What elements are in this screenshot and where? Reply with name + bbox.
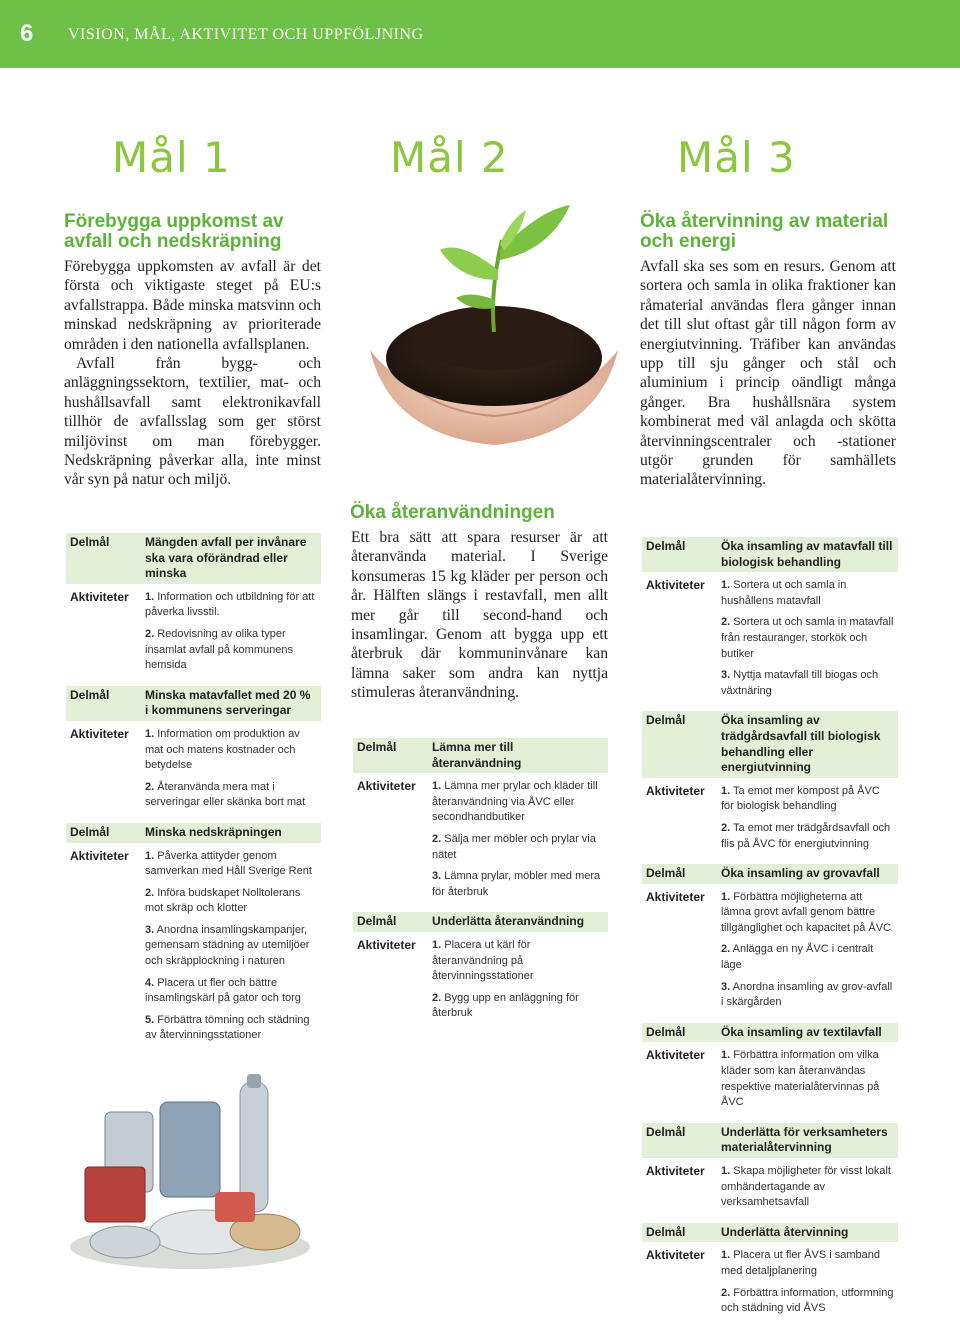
activity-item <box>145 627 317 674</box>
activity-number: 1. <box>721 1049 731 1062</box>
activity-item <box>145 886 317 917</box>
activity-item <box>721 821 894 852</box>
delmal-label: Delmål <box>646 866 686 881</box>
delmal-row <box>642 1123 898 1158</box>
goal-1-table <box>66 533 321 1056</box>
activities-list <box>721 578 894 705</box>
activity-number: 5. <box>145 1013 155 1026</box>
activities-list <box>145 727 317 817</box>
activities-row <box>642 1164 898 1217</box>
activities-label: Aktiviteter <box>70 589 129 604</box>
delmal-row <box>642 1023 898 1043</box>
activities-label: Aktiviteter <box>70 726 129 741</box>
activity-number: 2. <box>721 821 731 834</box>
activities-label: Aktiviteter <box>646 578 705 593</box>
activity-item <box>432 832 604 863</box>
activity-text: Anordna insamlingskampanjer, gemensam städning av utemiljöer och skräpplockning i naturen <box>145 923 310 968</box>
activity-number: 1. <box>432 938 442 951</box>
delmal-label: Delmål <box>646 1124 686 1139</box>
delmal-row <box>353 738 608 773</box>
activity-item <box>721 615 894 662</box>
activity-number: 1. <box>145 849 155 862</box>
activity-item <box>721 1048 894 1110</box>
delmal-label: Delmål <box>646 1024 686 1039</box>
activity-item <box>145 849 317 880</box>
activity-text: Återanvända mera mat i serveringar eller skänka bort mat <box>145 780 306 809</box>
delmal-label: Delmål <box>357 914 397 929</box>
activity-item <box>721 890 894 937</box>
activity-item <box>432 779 604 826</box>
activity-text: Information om produktion av mat och matens kostnader och betydelse <box>145 727 300 772</box>
activity-item <box>432 991 604 1022</box>
activity-text: Påverka attityder genom samverkan med Håll Sverige Rent <box>145 849 312 878</box>
activity-text: Sälja mer möbler och prylar via nätet <box>432 832 596 861</box>
activity-text: Placera ut fler och bättre insamlingskärl på gator och torg <box>145 976 301 1005</box>
activity-text: Förbättra information om vilka kläder som kan återanvändas respektive materialåtervinnas på ÅVC <box>721 1049 880 1109</box>
activities-list <box>721 1048 894 1116</box>
activity-number: 3. <box>721 669 731 682</box>
activity-item <box>145 1013 317 1044</box>
recyclable-waste-photo <box>65 1072 315 1272</box>
activity-number: 2. <box>145 780 155 793</box>
activity-item <box>721 980 894 1011</box>
activity-text: Ta emot mer kompost på ÅVC för biologisk behandling <box>721 784 880 813</box>
delmal-text: Lämna mer till återanvändning <box>432 740 522 770</box>
delmal-text: Mängden avfall per invånare ska vara oförändrad eller minska <box>145 535 307 581</box>
activity-text: Lämna prylar, möbler med mera för återbruk <box>432 870 601 898</box>
goal-3-body <box>640 257 896 490</box>
delmal-label: Delmål <box>70 687 110 702</box>
delmal-text: Minska nedskräpningen <box>145 824 282 839</box>
hands-with-seedling-photo <box>360 210 628 458</box>
activity-item <box>721 942 894 973</box>
goal-2-paragraph: Ett bra sätt att spara resurser är att återanvända material. I Sverige konsumeras 15 kg kläder per person och år. Hälften slängs i restavfall, men allt mer går till second-hand och insamlingar. Genom att bygga upp ett återbruk där kommuninvånare kan lämna saker som andra kan nyttja stimuleras återanvändning. <box>351 529 608 702</box>
activity-text: Placera ut kärl för återanvändning på återvinningsstationer <box>432 938 534 983</box>
activity-text: Införa budskapet Nolltolerans mot skräp och klotter <box>145 886 301 915</box>
activities-row <box>642 784 898 858</box>
activity-number: 2. <box>145 627 155 640</box>
activity-number: 1. <box>145 590 155 603</box>
activity-number: 1. <box>721 1165 731 1177</box>
activity-number: 3. <box>721 980 731 993</box>
activities-row <box>66 849 321 1051</box>
page-number: 6 <box>20 20 34 47</box>
activities-row <box>642 1248 898 1322</box>
activities-list <box>432 938 604 1028</box>
activity-item <box>145 590 317 621</box>
activities-list <box>145 849 317 1051</box>
goal-3-heading: Mål 3 <box>677 133 796 182</box>
goal-1-paragraph: Förebygga uppkomsten av avfall är det första och viktigaste steget på EU:s avfallstrappa. Både minska matsvinn och minskad nedskräpning av prioriterade områden i den nationella avfallsplanen. <box>64 258 321 353</box>
goal-1-heading: Mål 1 <box>112 133 231 182</box>
activities-row <box>642 890 898 1017</box>
activity-item <box>145 780 317 811</box>
activity-number: 2. <box>432 991 442 1004</box>
activities-list <box>145 590 317 680</box>
activity-number: 1. <box>721 784 731 797</box>
activity-number: 3. <box>432 870 442 883</box>
activity-number: 2. <box>145 886 155 899</box>
goal-1-paragraph: Avfall från bygg- och anläggningssektorn, textilier, mat- och hushållsavfall samt elektronikavfall tillhör de avfallsslag som ger störst miljövinst om man förebygger. Nedskräpning påverkar alla, inte minst vår syn på natur och miljö. <box>64 355 321 489</box>
delmal-label: Delmål <box>646 713 686 728</box>
activity-text: Lämna mer prylar och kläder till återanvändning via ÅVC eller secondhandbutiker <box>432 780 598 824</box>
activities-list <box>721 784 894 858</box>
activity-text: Sortera ut och samla in matavfall från restauranger, storkök och butiker <box>721 616 894 660</box>
delmal-label: Delmål <box>357 740 397 754</box>
delmal-row <box>642 1223 898 1243</box>
activities-row <box>353 779 608 906</box>
delmal-row <box>66 686 321 721</box>
activity-number: 3. <box>145 923 155 936</box>
activity-number: 1. <box>721 579 731 592</box>
delmal-text: Underlätta för verksamheters materialåtervinning <box>721 1124 888 1155</box>
activity-text: Förbättra information, utformning och städning vid ÅVS <box>721 1286 894 1315</box>
activity-item <box>721 784 894 815</box>
activity-item <box>721 668 894 699</box>
activities-label: Aktiviteter <box>646 783 705 798</box>
activity-text: Information och utbildning för att påverka livsstil. <box>145 590 315 619</box>
activity-text: Nyttja matavfall till biogas och växtnäring <box>721 669 879 697</box>
activity-item <box>145 976 317 1007</box>
activity-item <box>721 578 894 609</box>
activity-text: Anlägga en ny ÅVC i centralt läge <box>721 943 874 972</box>
goal-2-title: Öka återanvändningen <box>350 502 555 523</box>
delmal-text: Underlätta återanvändning <box>432 914 585 929</box>
goal-2-table <box>353 738 608 1034</box>
activity-text: Placera ut fler ÅVS i samband med detaljplanering <box>721 1249 880 1277</box>
goal-2-heading: Mål 2 <box>390 133 509 182</box>
delmal-label: Delmål <box>646 1224 686 1239</box>
activity-item <box>432 869 604 900</box>
activity-item <box>145 727 317 774</box>
goal-3-paragraph: Avfall ska ses som en resurs. Genom att sortera och samla in olika fraktioner kan råmaterial användas flera gånger innan det till slut oftast går till någon form av energiutvinning. Träfiber kan användas upp till sju gånger och stål och aluminium i princip oändligt många gånger. Bra hushållsnära system kombinerat med väl anlagda och skötta återvinningscentraler och -stationer utgör grunden för samhällets materialåtervinning. <box>640 258 896 489</box>
delmal-row <box>642 537 898 572</box>
header-title: VISION, MÅL, AKTIVITET OCH UPPFÖLJNING <box>68 26 424 43</box>
activity-number: 2. <box>721 1286 731 1299</box>
activity-number: 2. <box>432 832 442 845</box>
activities-list <box>721 890 894 1017</box>
delmal-text: Underlätta återvinning <box>721 1224 849 1239</box>
delmal-text: Öka insamling av grovavfall <box>721 866 880 881</box>
activity-text: Bygg upp en anläggning för återbruk <box>432 991 579 1020</box>
delmal-label: Delmål <box>70 535 110 549</box>
delmal-row <box>642 711 898 777</box>
delmal-text: Öka insamling av textilavfall <box>721 1024 882 1039</box>
activities-row <box>642 578 898 705</box>
activities-row <box>353 938 608 1028</box>
delmal-row <box>642 864 898 884</box>
activity-number: 2. <box>721 616 731 629</box>
activity-number: 2. <box>721 943 731 956</box>
activities-label: Aktiviteter <box>70 848 129 863</box>
activities-row <box>66 727 321 817</box>
delmal-row <box>66 823 321 843</box>
activity-text: Redovisning av olika typer insamlat avfall på kommunens hemsida <box>145 627 293 672</box>
activities-label: Aktiviteter <box>646 1164 705 1178</box>
delmal-text: Minska matavfallet med 20 % i kommunens serveringar <box>145 687 311 718</box>
delmal-row <box>66 533 321 584</box>
goal-2-body <box>351 528 608 703</box>
activities-label: Aktiviteter <box>357 779 416 794</box>
activities-list <box>721 1164 894 1217</box>
goal-1-title: Förebygga uppkomst av avfall och nedskräpning <box>64 211 284 252</box>
activities-row <box>642 1048 898 1116</box>
activities-list <box>432 779 604 906</box>
activity-number: 1. <box>721 1249 731 1262</box>
delmal-label: Delmål <box>646 539 686 553</box>
goal-3-table <box>642 537 898 1329</box>
delmal-text: Öka insamling av trädgårdsavfall till biologisk behandling eller energiutvinning <box>721 713 881 775</box>
activities-label: Aktiviteter <box>646 1248 705 1263</box>
delmal-label: Delmål <box>70 824 110 839</box>
goal-1-body <box>64 257 321 490</box>
goal-3-title: Öka återvinning av material och energi <box>640 211 889 252</box>
activity-text: Sortera ut och samla in hushållens matavfall <box>721 579 847 607</box>
activity-text: Ta emot mer trädgårdsavfall och flis på ÅVC för energiutvinning <box>721 821 891 850</box>
activity-item <box>721 1248 894 1279</box>
activity-text: Förbättra tömning och städning av återvinningsstationer <box>145 1013 310 1042</box>
activities-label: Aktiviteter <box>646 1048 705 1063</box>
activity-number: 1. <box>432 780 442 793</box>
activity-item <box>721 1286 894 1317</box>
activity-text: Skapa möjligheter för visst lokalt omhändertagande av verksamhetsavfall <box>721 1165 891 1209</box>
activity-number: 1. <box>145 727 155 740</box>
activity-item <box>432 938 604 985</box>
activity-number: 4. <box>145 976 155 989</box>
activities-label: Aktiviteter <box>646 889 705 904</box>
header-bar <box>0 0 960 68</box>
activity-item <box>721 1164 894 1211</box>
activity-number: 1. <box>721 890 731 903</box>
activities-row <box>66 590 321 680</box>
activities-list <box>721 1248 894 1322</box>
activity-item <box>145 923 317 970</box>
activities-label: Aktiviteter <box>357 937 416 952</box>
delmal-text: Öka insamling av matavfall till biologisk behandling <box>721 539 893 569</box>
activity-text: Förbättra möjligheterna att lämna grovt avfall genom bättre tillgänglighet och kapacitet på ÅVC <box>721 890 891 934</box>
delmal-row <box>353 912 608 932</box>
activity-text: Anordna insamling av grov-avfall i skärgården <box>721 980 893 1009</box>
